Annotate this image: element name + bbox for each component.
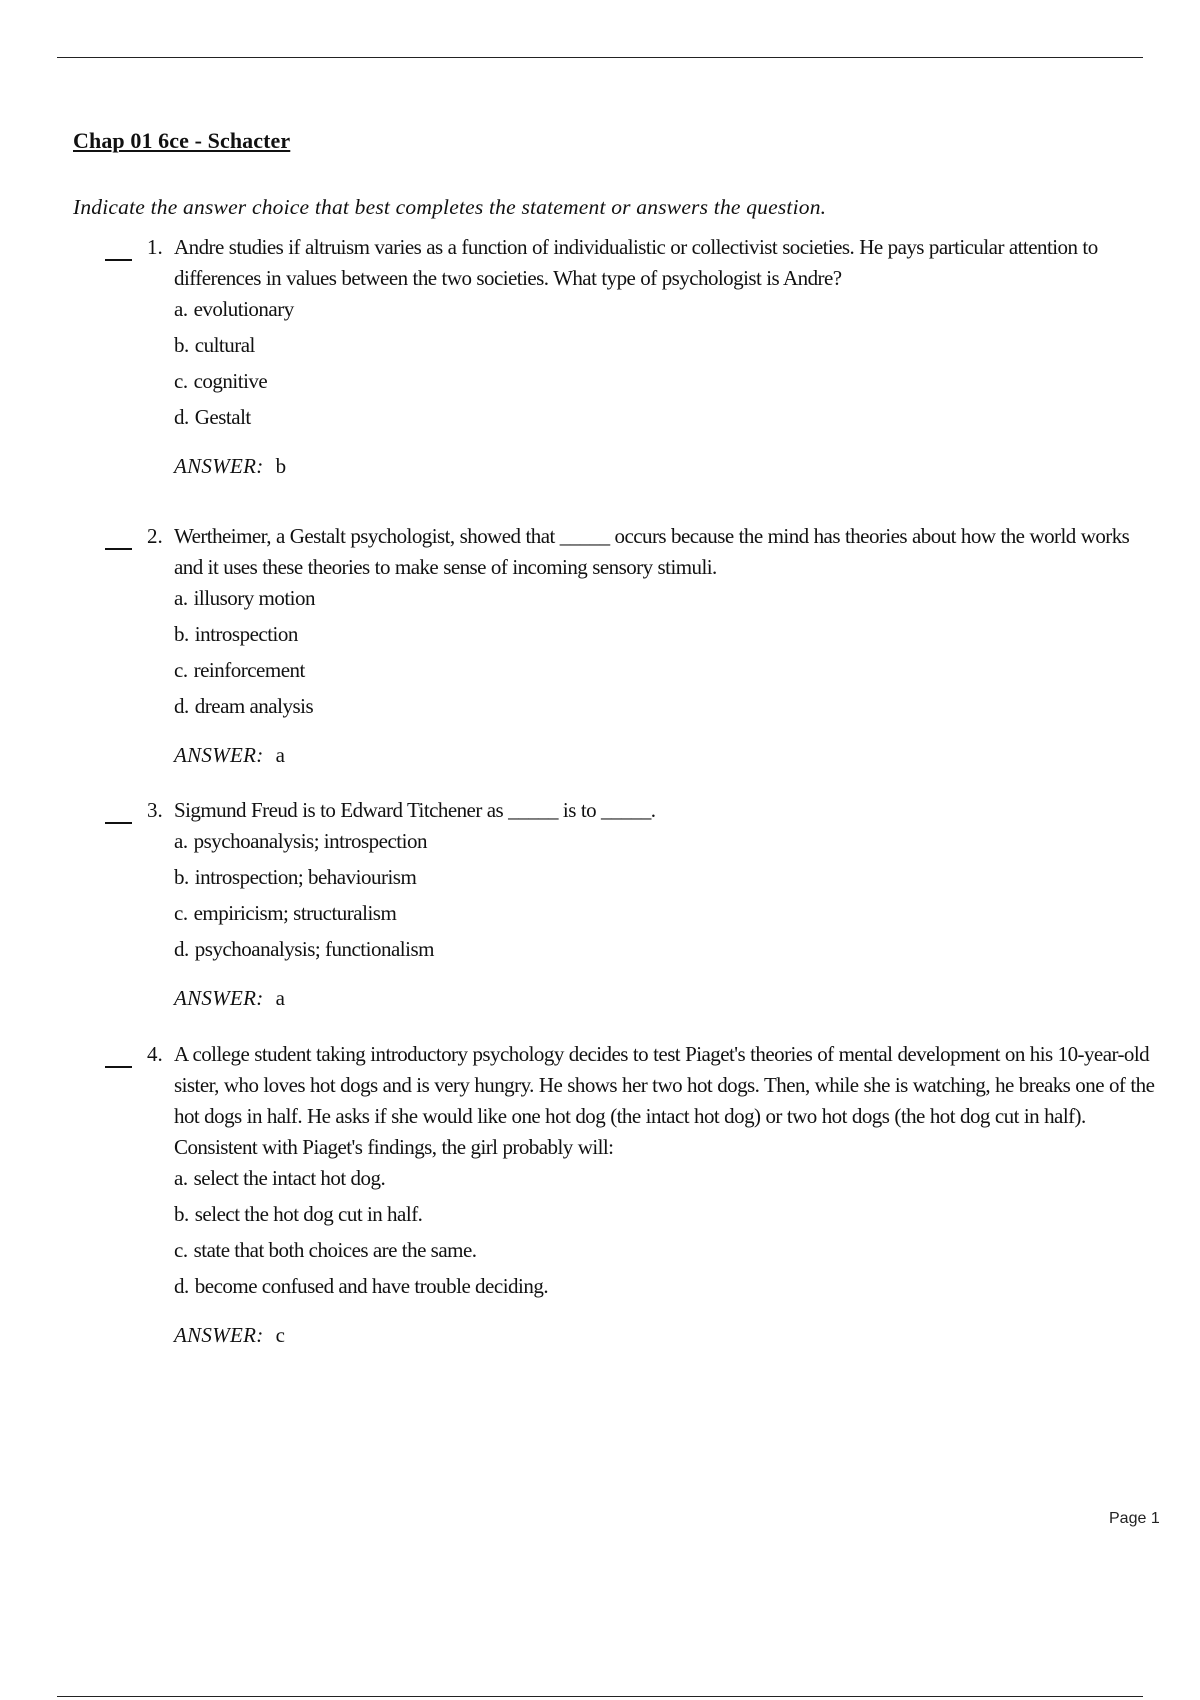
question-3 bbox=[100, 795, 1160, 1014]
option-text: cognitive bbox=[193, 369, 268, 393]
option-letter: d. bbox=[174, 694, 189, 718]
option-b bbox=[174, 1199, 1160, 1235]
bottom-rule bbox=[57, 1696, 1143, 1697]
question-stem: Sigmund Freud is to Edward Titchener as _____ is to _____. bbox=[174, 798, 656, 822]
option-c bbox=[174, 655, 1160, 691]
answer-value: c bbox=[275, 1323, 285, 1347]
option-c bbox=[174, 898, 1160, 934]
option-text: select the hot dog cut in half. bbox=[194, 1202, 423, 1226]
option-letter: b. bbox=[174, 865, 189, 889]
option-letter: c. bbox=[174, 369, 188, 393]
option-letter: a. bbox=[174, 1166, 188, 1190]
option-text: introspection bbox=[194, 622, 298, 646]
option-text: reinforcement bbox=[193, 658, 305, 682]
option-d bbox=[174, 934, 1160, 970]
option-text: introspection; behaviourism bbox=[194, 865, 417, 889]
option-letter: c. bbox=[174, 658, 188, 682]
option-text: evolutionary bbox=[193, 297, 294, 321]
option-d bbox=[174, 402, 1160, 438]
instructions: Indicate the answer choice that best completes the statement or answers the question. bbox=[73, 195, 827, 219]
option-b bbox=[174, 619, 1160, 655]
option-a bbox=[174, 294, 1160, 330]
answer-blank bbox=[105, 822, 132, 824]
option-a bbox=[174, 826, 1160, 862]
answer-blank bbox=[105, 548, 132, 550]
option-list bbox=[174, 294, 1160, 438]
answer-blank bbox=[105, 1066, 132, 1068]
page-number: Page 1 bbox=[1109, 1510, 1160, 1527]
option-text: state that both choices are the same. bbox=[193, 1238, 477, 1262]
option-c bbox=[174, 366, 1160, 402]
option-text: cultural bbox=[194, 333, 255, 357]
answer-blank bbox=[105, 259, 132, 261]
question-stem: Andre studies if altruism varies as a function of individualistic or collectivist societies. He pays particular attention to differences in values between the two societies. What type of psychologist is Andre? bbox=[174, 235, 1098, 290]
option-letter: d. bbox=[174, 405, 189, 429]
answer-label: ANSWER: bbox=[174, 454, 264, 478]
option-list bbox=[174, 583, 1160, 727]
option-letter: b. bbox=[174, 1202, 189, 1226]
question-4 bbox=[100, 1039, 1160, 1351]
option-list bbox=[174, 826, 1160, 970]
answer-label: ANSWER: bbox=[174, 986, 264, 1010]
option-a bbox=[174, 583, 1160, 619]
option-a bbox=[174, 1163, 1160, 1199]
option-text: become confused and have trouble deciding. bbox=[194, 1274, 549, 1298]
option-letter: c. bbox=[174, 901, 188, 925]
answer-line bbox=[174, 1320, 1160, 1351]
answer-value: b bbox=[275, 454, 287, 478]
question-stem: A college student taking introductory psychology decides to test Piaget's theories of mental development on his 10-year-old sister, who loves hot dogs and is very hungry. He shows her two hot dogs. Then, while she is watching, he breaks one of the hot dogs in half. He asks if she would like one hot dog (the intact hot dog) or two hot dogs (the hot dog cut in half). Consistent with Piaget's findings, the girl probably will: bbox=[174, 1042, 1155, 1159]
option-letter: b. bbox=[174, 333, 189, 357]
question-1 bbox=[100, 232, 1160, 482]
answer-line bbox=[174, 983, 1160, 1014]
option-letter: a. bbox=[174, 829, 188, 853]
question-number: 3. bbox=[147, 798, 163, 822]
option-d bbox=[174, 1271, 1160, 1307]
question-stem: Wertheimer, a Gestalt psychologist, showed that _____ occurs because the mind has theories about how the world works and it uses these theories to make sense of incoming sensory stimuli. bbox=[174, 524, 1130, 579]
question-2 bbox=[100, 521, 1160, 771]
answer-label: ANSWER: bbox=[174, 743, 264, 767]
question-number: 1. bbox=[147, 235, 163, 259]
option-text: psychoanalysis; introspection bbox=[193, 829, 427, 853]
option-c bbox=[174, 1235, 1160, 1271]
option-letter: a. bbox=[174, 297, 188, 321]
option-b bbox=[174, 330, 1160, 366]
top-rule bbox=[57, 57, 1143, 58]
document-title: Chap 01 6ce - Schacter bbox=[73, 128, 291, 153]
option-letter: c. bbox=[174, 1238, 188, 1262]
answer-value: a bbox=[275, 986, 285, 1010]
option-text: select the intact hot dog. bbox=[193, 1166, 386, 1190]
question-number: 4. bbox=[147, 1042, 163, 1066]
option-letter: b. bbox=[174, 622, 189, 646]
answer-line bbox=[174, 740, 1160, 771]
option-text: empiricism; structuralism bbox=[193, 901, 397, 925]
question-number: 2. bbox=[147, 524, 163, 548]
option-text: Gestalt bbox=[194, 405, 251, 429]
option-text: dream analysis bbox=[194, 694, 314, 718]
option-text: illusory motion bbox=[193, 586, 316, 610]
answer-line bbox=[174, 451, 1160, 482]
answer-label: ANSWER: bbox=[174, 1323, 264, 1347]
option-text: psychoanalysis; functionalism bbox=[194, 937, 434, 961]
option-b bbox=[174, 862, 1160, 898]
option-d bbox=[174, 691, 1160, 727]
option-letter: d. bbox=[174, 937, 189, 961]
option-letter: d. bbox=[174, 1274, 189, 1298]
option-letter: a. bbox=[174, 586, 188, 610]
option-list bbox=[174, 1163, 1160, 1307]
answer-value: a bbox=[275, 743, 285, 767]
